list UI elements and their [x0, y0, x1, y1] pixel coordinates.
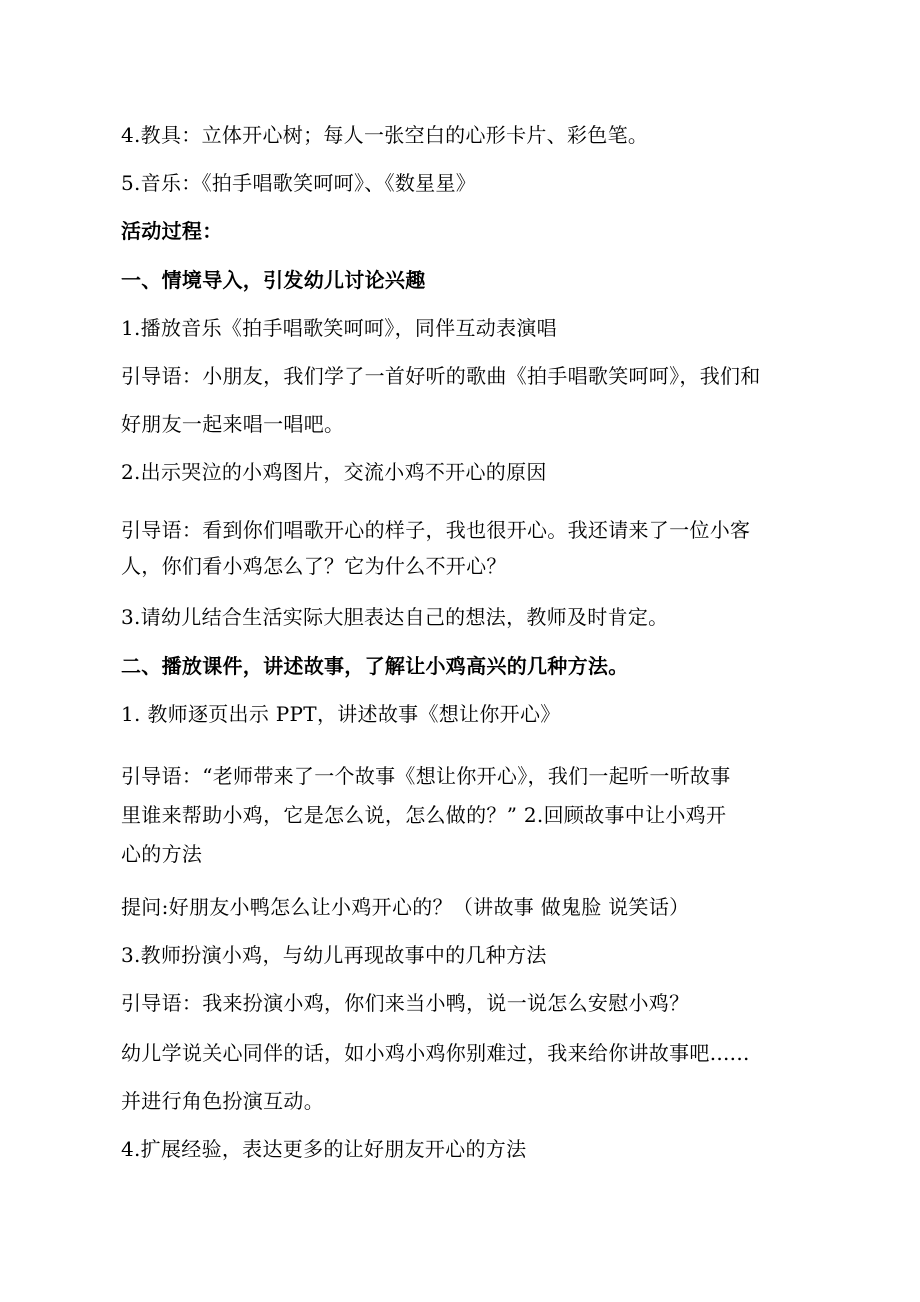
guide-text-1-line-2: 好朋友一起来唱一唱吧。	[121, 412, 345, 436]
materials-item-4: 4.教具：立体开心树；每人一张空白的心形卡片、彩色笔。	[121, 123, 649, 147]
children-activity-line-1: 幼儿学说关心同伴的话，如小鸡小鸡你别难过，我来给你讲故事吧......	[121, 1041, 750, 1065]
step-1-1: 1.播放音乐《拍手唱歌笑呵呵》，同伴互动表演唱	[121, 316, 557, 340]
step-2-4: 4.扩展经验，表达更多的让好朋友开心的方法	[121, 1137, 527, 1161]
question-text: 提问:好朋友小鸭怎么让小鸡开心的？（讲故事 做鬼脸 说笑话）	[121, 895, 690, 919]
section-heading-part-2: 二、播放课件，讲述故事，了解让小鸡高兴的几种方法。	[121, 654, 629, 678]
children-activity-line-2: 并进行角色扮演互动。	[121, 1089, 324, 1113]
guide-text-2-line-1: 引导语：看到你们唱歌开心的样子，我也很开心。我还请来了一位小客	[121, 518, 751, 542]
materials-item-5: 5.音乐：《拍手唱歌笑呵呵》、《数星星》	[121, 171, 477, 195]
step-2-3: 3.教师扮演小鸡，与幼儿再现故事中的几种方法	[121, 943, 547, 967]
guide-text-3-line-3: 心的方法	[121, 842, 203, 866]
section-heading-part-1: 一、情境导入，引发幼儿讨论兴趣	[121, 268, 426, 292]
guide-text-2-line-2: 人，你们看小鸡怎么了？它为什么不开心？	[121, 554, 507, 578]
guide-text-3-line-1: 引导语：“老师带来了一个故事《想让你开心》，我们一起听一听故事	[121, 764, 731, 788]
step-2-1: 1. 教师逐页出示 PPT，讲述故事《想让你开心》	[121, 702, 561, 726]
step-1-3: 3.请幼儿结合生活实际大胆表达自己的想法，教师及时肯定。	[121, 605, 669, 629]
guide-text-4: 引导语：我来扮演小鸡，你们来当小鸭，说一说怎么安慰小鸡？	[121, 991, 690, 1015]
section-heading-activity-process: 活动过程：	[121, 219, 223, 243]
step-1-2: 2.出示哭泣的小鸡图片，交流小鸡不开心的原因	[121, 460, 547, 484]
guide-text-3-line-2: 里谁来帮助小鸡，它是怎么说，怎么做的？” 2.回顾故事中让小鸡开	[121, 803, 727, 827]
guide-text-1-line-1: 引导语：小朋友，我们学了一首好听的歌曲《拍手唱歌笑呵呵》，我们和	[121, 364, 761, 388]
